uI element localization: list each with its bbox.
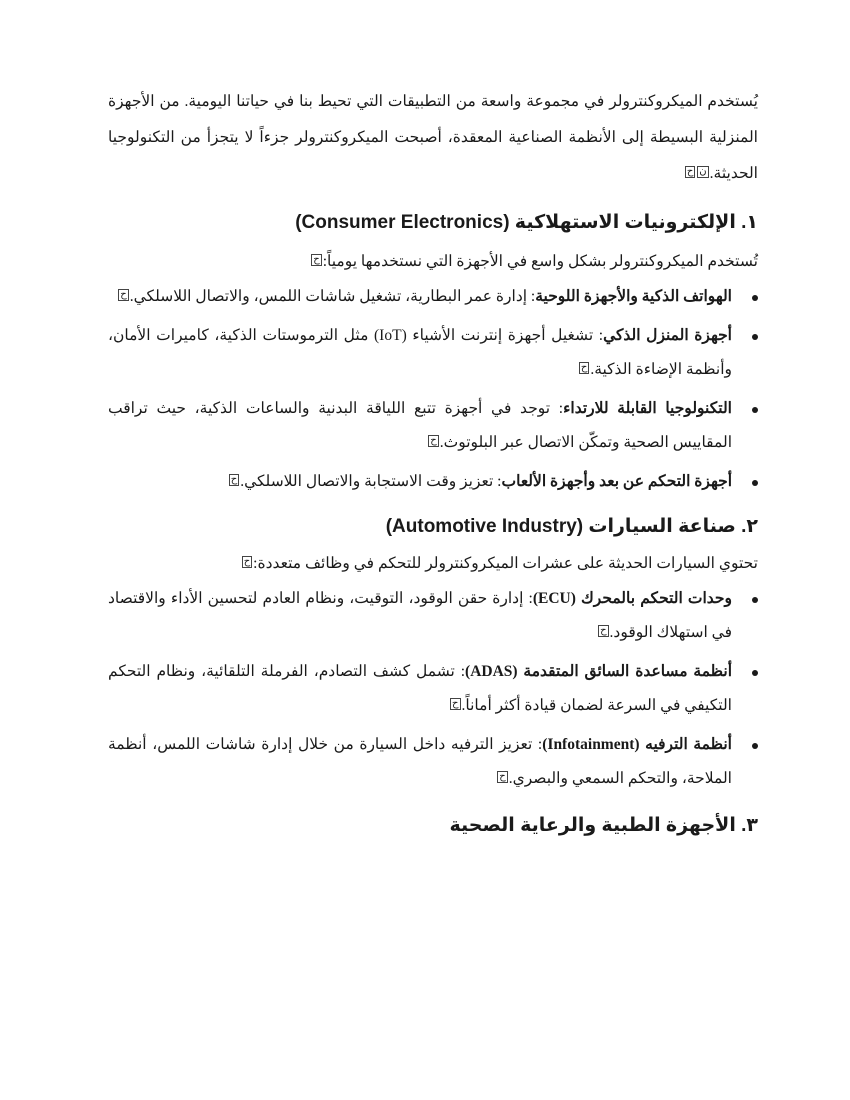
bullet-icon <box>752 670 758 676</box>
item-term: أجهزة التحكم عن بعد وأجهزة الألعاب <box>501 473 732 490</box>
list-item <box>108 319 758 387</box>
citation-marker[interactable]: ح <box>120 289 127 300</box>
citation-marker[interactable]: ح <box>243 556 251 567</box>
item-term: الهواتف الذكية والأجهزة اللوحية <box>535 288 732 305</box>
list-item <box>108 392 758 460</box>
section-intro <box>108 546 758 582</box>
item-term: أنظمة الترفيه (Infotainment) <box>542 736 732 753</box>
bullet-icon <box>752 295 758 301</box>
list-item <box>108 465 758 499</box>
item-term: أنظمة مساعدة السائق المتقدمة (ADAS) <box>465 663 733 680</box>
citation-marker[interactable]: ح <box>580 362 588 373</box>
section-heading-automotive-industry: ٢. صناعة السيارات (Automotive Industry) <box>385 516 758 537</box>
bullet-icon <box>752 480 758 486</box>
citation-marker[interactable]: ح <box>230 474 238 485</box>
citation-marker[interactable]: ح <box>686 166 694 177</box>
bullet-list-consumer-electronics <box>108 280 758 499</box>
section-intro-text: تُستخدم الميكروكنترولر بشكل واسع في الأجهزة التي نستخدمها يومياً: <box>322 253 758 270</box>
citation-marker[interactable]: ن <box>699 166 707 177</box>
section-heading-medical-devices: ٣. الأجهزة الطبية والرعاية الصحية <box>449 815 758 836</box>
citation-marker[interactable]: ح <box>452 698 459 709</box>
bullet-icon <box>752 743 758 749</box>
intro-text: يُستخدم الميكروكنترولر في مجموعة واسعة من التطبيقات التي تحيط بنا في حياتنا اليومية. من الأجهزة المنزلية البسيطة إلى الأنظمة الصناعية المعقدة، أصبحت الميكروكنترولر جزءاً لا يتجزأ من التكنولوجيا الحديثة. <box>108 93 758 182</box>
item-text: : تعزيز الترفيه داخل السيارة من خلال إدارة شاشات اللمس، أنظمة الملاحة، والتحكم السمعي والبصري. <box>108 736 732 787</box>
list-item <box>108 728 758 796</box>
item-text: : تعزيز وقت الاستجابة والاتصال اللاسلكي. <box>240 473 502 490</box>
item-text: : إدارة حقن الوقود، التوقيت، ونظام العادم لتحسين الأداء والاقتصاد في استهلاك الوقود. <box>108 590 732 641</box>
citation-marker[interactable]: ح <box>430 435 437 446</box>
list-item <box>108 280 758 314</box>
list-item <box>108 582 758 650</box>
item-term: وحدات التحكم بالمحرك (ECU) <box>532 590 733 607</box>
bullet-icon <box>752 597 758 603</box>
item-text: : تشمل كشف التصادم، الفرملة التلقائية، ونظام التحكم التكيفي في السرعة لضمان قيادة أكثر أماناً. <box>108 663 732 714</box>
bullet-icon <box>752 407 758 413</box>
item-text: : إدارة عمر البطارية، تشغيل شاشات اللمس، والاتصال اللاسلكي. <box>129 288 536 305</box>
item-term: أجهزة المنزل الذكي <box>603 327 732 344</box>
section-heading-consumer-electronics: ١. الإلكترونيات الاستهلاكية (Consumer Electronics) <box>295 212 758 233</box>
bullet-list-automotive-industry <box>108 582 758 796</box>
item-text: : توجد في أجهزة تتبع اللياقة البدنية والساعات الذكية، حيث تراقب المقاييس الصحية وتمكّن الاتصال عبر البلوتوث. <box>108 400 732 451</box>
section-intro-text: تحتوي السيارات الحديثة على عشرات الميكروكنترولر للتحكم في وظائف متعددة: <box>253 555 758 572</box>
bullet-icon <box>752 334 758 340</box>
item-term: التكنولوجيا القابلة للارتداء <box>563 400 732 417</box>
section-intro <box>108 244 758 280</box>
list-item <box>108 655 758 723</box>
citation-marker[interactable]: ح <box>313 254 320 265</box>
citation-marker[interactable]: ح <box>499 771 506 782</box>
item-text: : تشغيل أجهزة إنترنت الأشياء (IoT) مثل الترموستات الذكية، كاميرات الأمان، وأنظمة الإضاءة الذكية. <box>108 327 732 378</box>
intro-paragraph <box>108 84 758 192</box>
citation-marker[interactable]: ح <box>600 625 607 636</box>
